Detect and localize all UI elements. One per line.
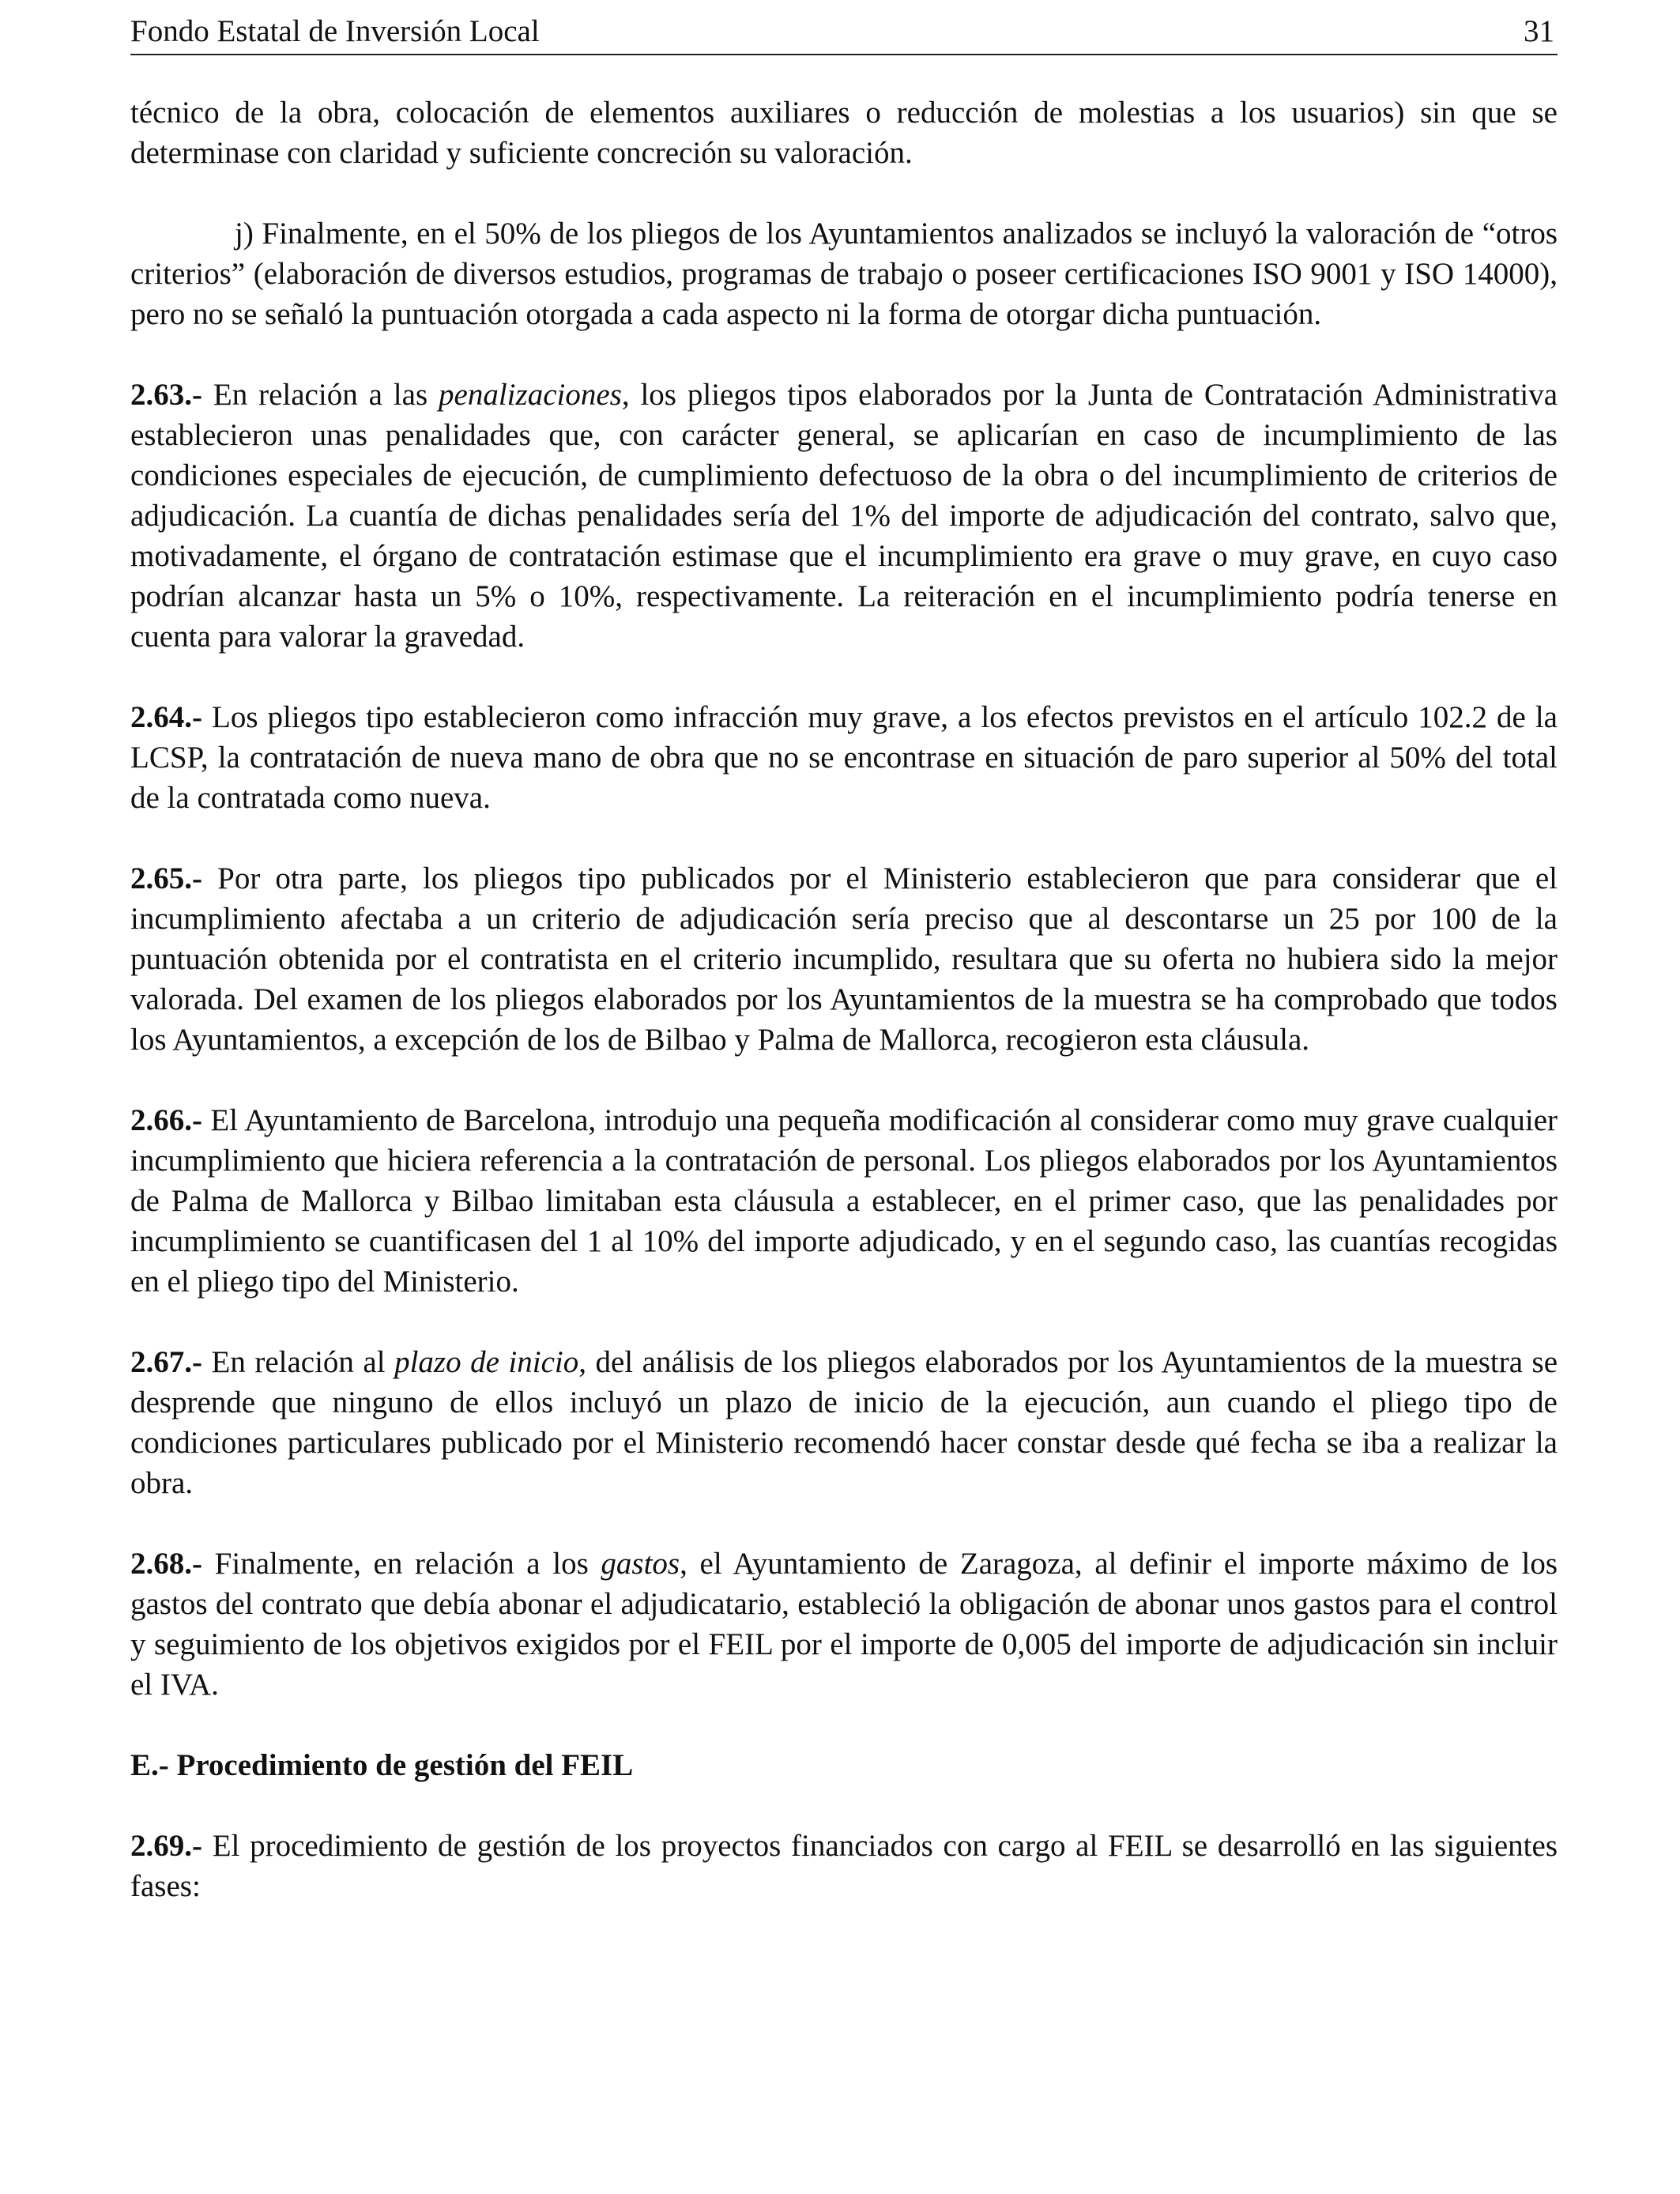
paragraph-number: 2.65.- [130, 861, 202, 895]
paragraph-text: , del análisis de los pliegos elaborados por los Ayuntamientos de la muestra se desprende que ninguno de ellos incluyó un plazo de inicio de la ejecución, aun cuando el pliego tipo de condiciones particulares publicado por el Ministerio recomendó hacer constar desde qué fecha se iba a realizar la obra. [130, 1345, 1558, 1500]
document-body [130, 92, 1558, 1906]
paragraph-number: 2.66.- [130, 1103, 202, 1137]
emphasis-term: penalizaciones [439, 378, 622, 412]
paragraph-2-65 [130, 858, 1558, 1060]
emphasis-term: gastos [601, 1547, 680, 1581]
paragraph-number: 2.68.- [130, 1547, 202, 1581]
paragraph-number: 2.64.- [130, 700, 202, 734]
paragraph-2-69 [130, 1826, 1558, 1906]
paragraph-text: Por otra parte, los pliegos tipo publicados por el Ministerio establecieron que para considerar que el incumplimiento afectaba a un criterio de adjudicación sería preciso que al descontarse un 25 por 100 de la puntuación obtenida por el contratista en el criterio incumplido, resultara que su oferta no hubiera sido la mejor valorada. Del examen de los pliegos elaborados por los Ayuntamientos de la muestra se ha comprobado que todos los Ayuntamientos, a excepción de los de Bilbao y Palma de Mallorca, recogieron esta cláusula. [130, 861, 1558, 1057]
emphasis-term: plazo de inicio [394, 1345, 579, 1379]
header-title: Fondo Estatal de Inversión Local [130, 14, 540, 48]
paragraph-2-67 [130, 1342, 1558, 1503]
paragraph-number: 2.63.- [130, 378, 202, 412]
paragraph-text: El procedimiento de gestión de los proyectos financiados con cargo al FEIL se desarrolló en las siguientes fases: [130, 1829, 1558, 1903]
paragraph-2-68 [130, 1544, 1558, 1705]
page-header [130, 9, 1558, 55]
section-heading: E.- Procedimiento de gestión del FEIL [130, 1748, 634, 1782]
paragraph-number: 2.67.- [130, 1345, 202, 1379]
paragraph-text: El Ayuntamiento de Barcelona, introdujo una pequeña modificación al considerar como muy grave cualquier incumplimiento que hiciera referencia a la contratación de personal. Los pliegos elaborados por los Ayuntamientos de Palma de Mallorca y Bilbao limitaban esta cláusula a establecer, en el primer caso, que las penalidades por incumplimiento se cuantificasen del 1 al 10% del importe adjudicado, y en el segundo caso, las cuantías recogidas en el pliego tipo del Ministerio. [130, 1103, 1558, 1299]
paragraph-text: Los pliegos tipo establecieron como infracción muy grave, a los efectos previstos en el artículo 102.2 de la LCSP, la contratación de nueva mano de obra que no se encontrase en situación de paro superior al 50% del total de la contratada como nueva. [130, 700, 1558, 815]
paragraph-j: j) Finalmente, en el 50% de los pliegos de los Ayuntamientos analizados se incluyó la valoración de “otros criterios” (elaboración de diversos estudios, programas de trabajo o poseer certificaciones ISO 9001 y ISO 14000), pero no se señaló la puntuación otorgada a cada aspecto ni la forma de otorgar dicha puntuación. [130, 217, 1558, 331]
paragraph-text: En relación a las [202, 378, 439, 412]
paragraph-2-64 [130, 697, 1558, 818]
paragraph-continuation: técnico de la obra, colocación de elementos auxiliares o reducción de molestias a los usuarios) sin que se determinase con claridad y suficiente concreción su valoración. [130, 96, 1558, 170]
paragraph-2-66 [130, 1100, 1558, 1302]
paragraph-text: , el Ayuntamiento de Zaragoza, al definir el importe máximo de los gastos del contrato que debía abonar el adjudicatario, estableció la obligación de abonar unos gastos para el control y seguimiento de los objetivos exigidos por el FEIL por el importe de 0,005 del importe de adjudicación sin incluir el IVA. [130, 1547, 1558, 1702]
page-number: 31 [1524, 14, 1554, 48]
paragraph-text: Finalmente, en relación a los [202, 1547, 601, 1581]
paragraph-2-63 [130, 375, 1558, 657]
paragraph-text: , los pliegos tipos elaborados por la Junta de Contratación Administrativa establecieron unas penalidades que, con carácter general, se aplicarían en caso de incumplimiento de las condiciones especiales de ejecución, de cumplimiento defectuoso de la obra o del incumplimiento de criterios de adjudicación. La cuantía de dichas penalidades sería del 1% del importe de adjudicación del contrato, salvo que, motivadamente, el órgano de contratación estimase que el incumplimiento era grave o muy grave, en cuyo caso podrían alcanzar hasta un 5% o 10%, respectivamente. La reiteración en el incumplimiento podría tenerse en cuenta para valorar la gravedad. [130, 378, 1558, 654]
paragraph-number: 2.69.- [130, 1829, 202, 1863]
paragraph-text: En relación al [202, 1345, 395, 1379]
